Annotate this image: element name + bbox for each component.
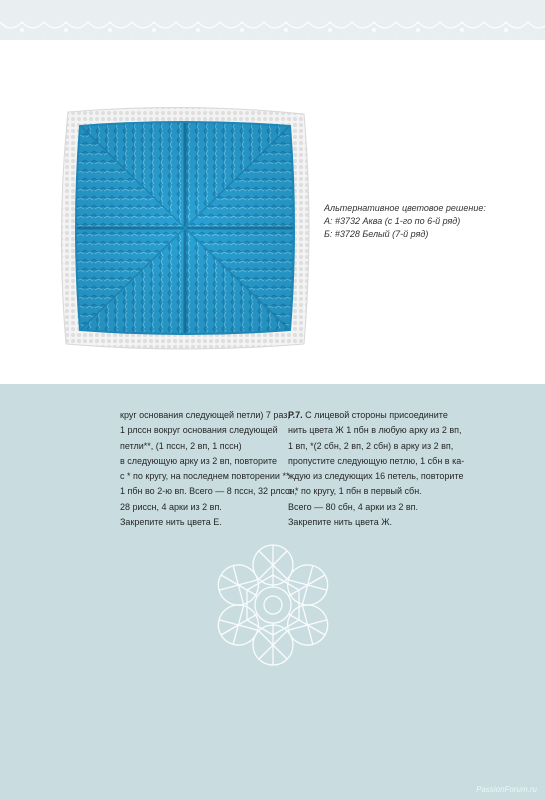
text-line: 1 рлссн вокруг основания следующей [120, 425, 278, 436]
watermark: PassionForum.ru [476, 785, 537, 794]
text-line: нить цвета Ж 1 пбн в любую арку из 2 вп, [288, 425, 462, 436]
row-heading-rest: С лицевой стороны присоедините [302, 410, 448, 420]
text-line: 28 риссн, 4 арки из 2 вп. [120, 501, 222, 512]
text-line: 1 пбн во 2-ю вп. Всего — 8 пссн, 32 рлссн, [120, 486, 297, 497]
color-alternative-caption [324, 202, 534, 241]
text-line: Всего — 80 сбн, 4 арки из 2 вп. [288, 501, 419, 512]
text-line: с * по кругу, на последнем повторении ** [120, 471, 290, 482]
row-heading: Р.7. [288, 410, 303, 420]
caption-line-a: А: #3732 Аква (с 1-го по 6-й ряд) [324, 216, 461, 226]
crochet-square-photo [58, 104, 312, 352]
text-line: пропустите следующую петлю, 1 сбн в ка- [288, 455, 465, 466]
text-line: петли**, (1 пссн, 2 вп, 1 пссн) [120, 440, 242, 451]
text-line: ждую из следующих 16 петель, повторите [288, 471, 464, 482]
text-line: 1 вп, *(2 сбн, 2 вп, 2 сбн) в арку из 2 вп, [288, 440, 454, 451]
text-line: с * по кругу, 1 пбн в первый сбн. [288, 486, 422, 497]
caption-title: Альтернативное цветовое решение: [324, 203, 486, 213]
caption-line-b: Б: #3728 Белый (7-й ряд) [324, 229, 429, 239]
text-line: Закрепите нить цвета Ж. [288, 517, 393, 528]
right-text-column [288, 408, 528, 530]
snowflake-ornament [208, 540, 338, 670]
text-line [288, 408, 528, 423]
text-line: круг основания следующей петли) 7 раз, [120, 410, 290, 420]
text-line: в следующую арку из 2 вп, повторите [120, 455, 278, 466]
lace-border [0, 0, 545, 52]
text-line: Закрепите нить цвета Е. [120, 517, 222, 528]
